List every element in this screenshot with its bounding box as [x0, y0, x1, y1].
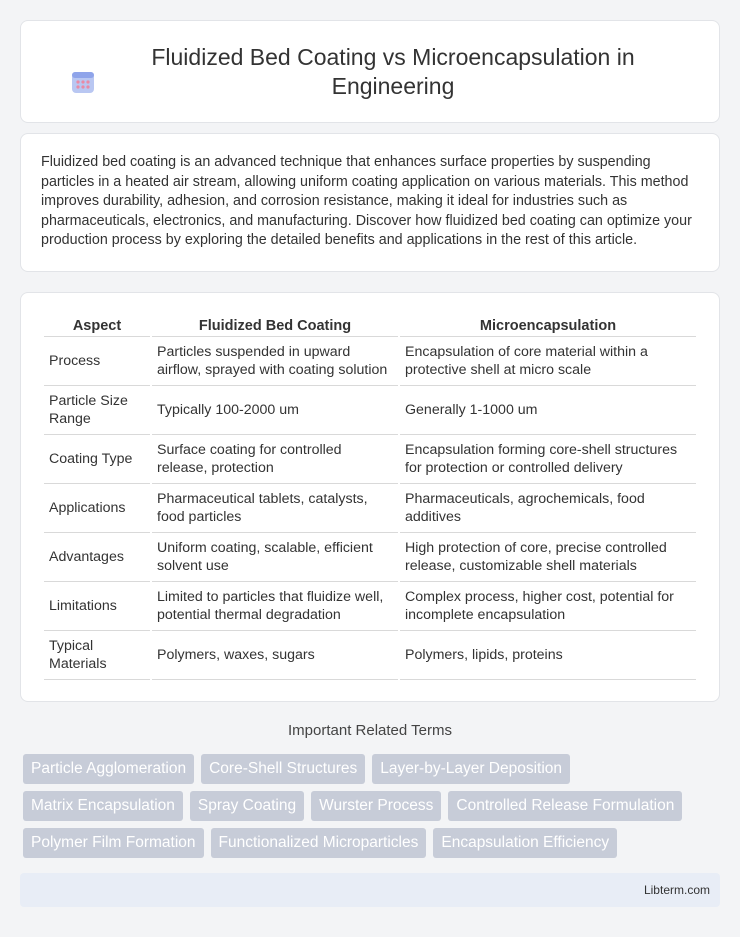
related-term-tag[interactable]: Encapsulation Efficiency: [433, 828, 617, 858]
footer: [20, 873, 720, 907]
cell-aspect: Limitations: [44, 582, 150, 631]
calendar-grid-icon: [70, 69, 96, 95]
cell-aspect: Applications: [44, 484, 150, 533]
cell-microencapsulation: Encapsulation forming core-shell structures for protection or controlled delivery: [400, 435, 696, 484]
table-header-row: [44, 314, 696, 337]
related-term-tag[interactable]: Spray Coating: [190, 791, 304, 821]
comparison-table-card: [20, 292, 720, 702]
cell-aspect: Advantages: [44, 533, 150, 582]
related-term-tag[interactable]: Wurster Process: [311, 791, 441, 821]
cell-fluidized-bed-coating: Limited to particles that fluidize well, potential thermal degradation: [152, 582, 398, 631]
page-title: Fluidized Bed Coating vs Microencapsulation in Engineering: [151, 43, 635, 99]
column-header-aspect: Aspect: [44, 314, 150, 337]
related-terms-tags: [20, 754, 720, 858]
related-term-tag[interactable]: Polymer Film Formation: [23, 828, 204, 858]
cell-microencapsulation: Encapsulation of core material within a protective shell at micro scale: [400, 337, 696, 386]
table-row: [44, 484, 696, 533]
table-row: [44, 435, 696, 484]
related-term-tag[interactable]: Controlled Release Formulation: [448, 791, 682, 821]
column-header-microencapsulation: Microencapsulation: [400, 314, 696, 337]
table-row: [44, 631, 696, 680]
related-terms-section: [20, 722, 720, 858]
intro-card: [20, 133, 720, 272]
table-row: [44, 582, 696, 631]
cell-fluidized-bed-coating: Pharmaceutical tablets, catalysts, food particles: [152, 484, 398, 533]
cell-microencapsulation: Polymers, lipids, proteins: [400, 631, 696, 680]
cell-fluidized-bed-coating: Polymers, waxes, sugars: [152, 631, 398, 680]
cell-fluidized-bed-coating: Typically 100-2000 um: [152, 386, 398, 435]
cell-aspect: Particle Size Range: [44, 386, 150, 435]
intro-paragraph: Fluidized bed coating is an advanced technique that enhances surface properties by suspending particles in a heated air stream, allowing uniform coating application on various materials. This method improves durability, adhesion, and corrosion resistance, making it ideal for industries such as pharmaceuticals, electronics, and manufacturing. Discover how fluidized bed coating can optimize your production process by exploring the detailed benefits and applications in the rest of this article.: [41, 154, 692, 249]
header-card: [20, 20, 720, 123]
cell-fluidized-bed-coating: Particles suspended in upward airflow, sprayed with coating solution: [152, 337, 398, 386]
cell-aspect: Coating Type: [44, 435, 150, 484]
related-term-tag[interactable]: Particle Agglomeration: [23, 754, 194, 784]
related-term-tag[interactable]: Core-Shell Structures: [201, 754, 365, 784]
cell-microencapsulation: High protection of core, precise controlled release, customizable shell materials: [400, 533, 696, 582]
cell-fluidized-bed-coating: Uniform coating, scalable, efficient solvent use: [152, 533, 398, 582]
related-term-tag[interactable]: Functionalized Microparticles: [211, 828, 427, 858]
related-term-tag[interactable]: Matrix Encapsulation: [23, 791, 183, 821]
related-term-tag[interactable]: Layer-by-Layer Deposition: [372, 754, 570, 784]
cell-fluidized-bed-coating: Surface coating for controlled release, protection: [152, 435, 398, 484]
cell-microencapsulation: Generally 1-1000 um: [400, 386, 696, 435]
table-row: [44, 386, 696, 435]
related-terms-title: Important Related Terms: [288, 722, 452, 739]
footer-site-link[interactable]: Libterm.com: [643, 883, 710, 897]
cell-aspect: Process: [44, 337, 150, 386]
table-row: [44, 533, 696, 582]
table-row: [44, 337, 696, 386]
comparison-table: [42, 314, 698, 680]
cell-microencapsulation: Pharmaceuticals, agrochemicals, food additives: [400, 484, 696, 533]
cell-microencapsulation: Complex process, higher cost, potential for incomplete encapsulation: [400, 582, 696, 631]
column-header-fluidized-bed-coating: Fluidized Bed Coating: [152, 314, 398, 337]
cell-aspect: Typical Materials: [44, 631, 150, 680]
